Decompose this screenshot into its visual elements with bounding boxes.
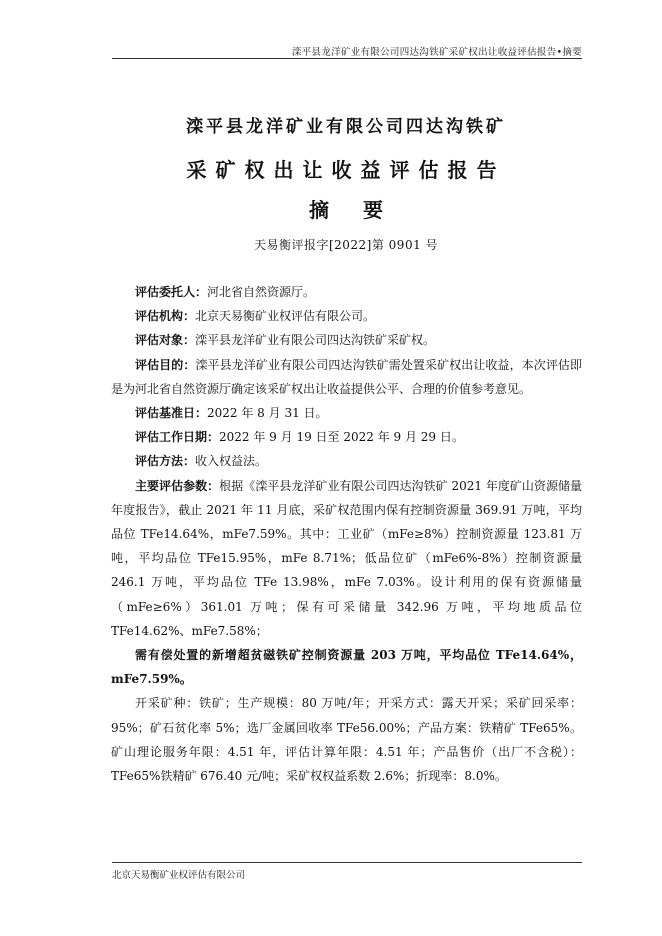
field-label: 主要评估参数： (135, 478, 220, 493)
title-summary-char-2: 要 (363, 198, 383, 222)
footer-divider (112, 862, 582, 863)
field-client (111, 280, 582, 304)
field-object (111, 328, 582, 352)
field-value: 2022 年 9 月 19 日至 2022 年 9 月 29 日。 (219, 430, 464, 445)
title-block (110, 112, 582, 253)
title-summary-char-1: 摘 (309, 198, 329, 222)
title-company: 滦平县龙洋矿业有限公司四达沟铁矿 (186, 117, 506, 137)
running-header: 滦平县龙洋矿业有限公司四达沟铁矿采矿权出让收益评估报告•摘要 (291, 47, 582, 58)
field-value: 北京天易衡矿业权评估有限公司。 (195, 309, 376, 324)
header-divider (112, 58, 582, 59)
title-report: 采矿权出让收益评估报告 (186, 158, 506, 182)
summary-body (111, 280, 582, 788)
field-label: 评估基准日： (135, 406, 208, 421)
field-method (111, 449, 582, 473)
field-label: 评估机构： (135, 309, 196, 324)
footer-company: 北京天易衡矿业权评估有限公司 (112, 870, 246, 881)
emphasis-paragraph: 需有偿处置的新增超贫磁铁矿控制资源量 203 万吨，平均品位 TFe14.64%，mFe7.59%。 (111, 648, 582, 687)
field-value: 河北省自然资源厅。 (207, 285, 316, 299)
field-value: 根据《滦平县龙洋矿业有限公司四达沟铁矿 2021 年度矿山资源储量年度报告》，截止 2021 年 11 月底，采矿权范围内保有控制资源量 369.91 万吨，平均品位 TFe14.64%，mFe7.59%。其中：工业矿（mFe≥8%）控制资源量 123.81 万吨，平均品位 TFe15.95%，mFe 8.71%；低品位矿（mFe6%-8%）控制资源量 246.1 万吨，平均品位 TFe 13.98%，mFe 7.03%。设计利用的保有资源储量（mFe≥6%）361.01 万吨；保有可采储量 342.96 万吨，平均地质品位 TFe14.62%、mFe7.58%； (111, 478, 582, 638)
field-purpose (111, 353, 582, 401)
field-base-date (111, 401, 582, 425)
title-summary (110, 194, 582, 224)
field-value: 收入权益法。 (195, 454, 268, 469)
field-label: 评估对象： (135, 333, 196, 348)
field-value: 滦平县龙洋矿业有限公司四达沟铁矿需处置采矿权出让收益，本次评估即是为河北省自然资源厅确定该采矿权出让收益提供公平、合理的价值参考意见。 (111, 357, 582, 396)
field-label: 评估目的： (135, 357, 196, 372)
field-params (111, 474, 582, 643)
field-label: 评估方法： (135, 454, 196, 469)
field-agency (111, 304, 582, 328)
closing-paragraph: 开采矿种：铁矿；生产规模：80 万吨/年；开采方式：露天开采；采矿回采率：95%；矿石贫化率 5%；选厂金属回收率 TFe56.00%；产品方案：铁精矿 TFe65%。矿山理论服务年限：4.51 年，评估计算年限：4.51 年；产品售价（出厂不含税）：TFe65%铁精矿 676.40 元/吨；采矿权权益系数 2.6%；折现率：8.0%。 (111, 696, 582, 784)
field-label: 评估委托人： (135, 285, 208, 299)
field-value: 滦平县龙洋矿业有限公司四达沟铁矿采矿权。 (195, 333, 436, 348)
document-number: 天易衡评报字[2022]第 0901 号 (253, 238, 439, 252)
field-work-date (111, 425, 582, 449)
field-label: 评估工作日期： (135, 430, 220, 445)
field-value: 2022 年 8 月 31 日。 (207, 406, 328, 421)
